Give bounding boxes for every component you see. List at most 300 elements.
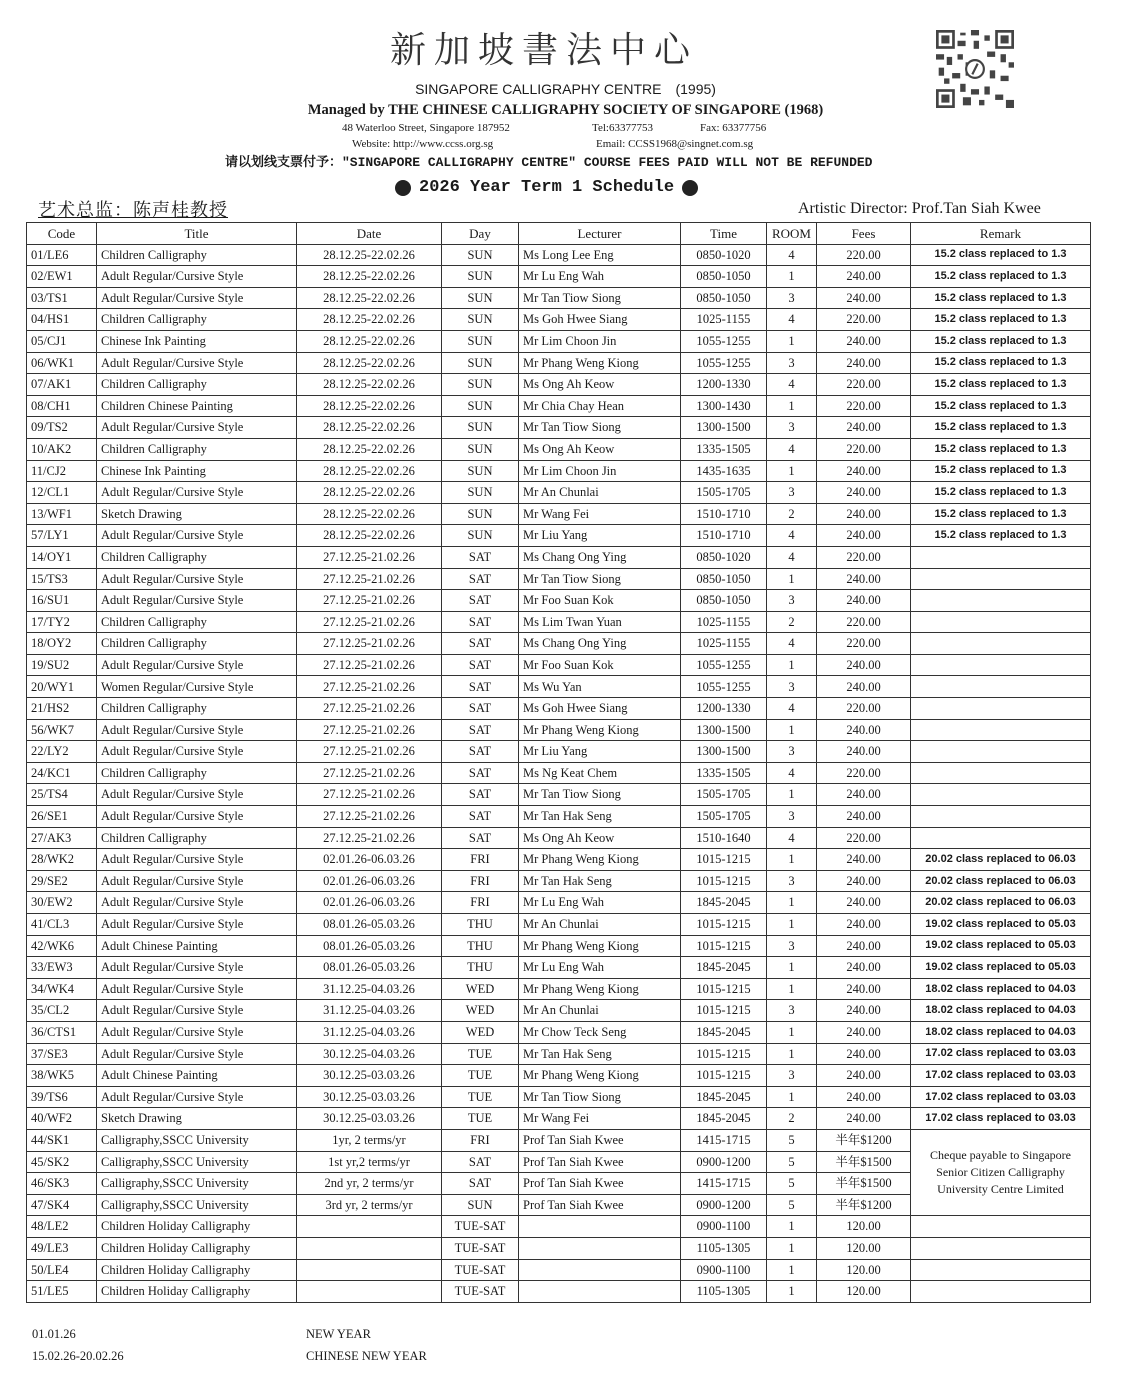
cell-lecturer: Ms Long Lee Eng [519, 244, 681, 266]
cell-remark [911, 1259, 1091, 1281]
cell-code: 25/TS4 [27, 784, 97, 806]
table-row [27, 417, 1091, 439]
cell-date: 08.01.26-05.03.26 [297, 914, 442, 936]
cell-date: 30.12.25-03.03.26 [297, 1086, 442, 1108]
cell-fees: 240.00 [817, 784, 911, 806]
cell-day: THU [442, 914, 519, 936]
cell-time: 1845-2045 [681, 1021, 767, 1043]
cell-code: 03/TS1 [27, 287, 97, 309]
cell-lecturer: Ms Wu Yan [519, 676, 681, 698]
schedule-title-text: 2026 Year Term 1 Schedule [419, 178, 675, 197]
cell-time: 1025-1155 [681, 611, 767, 633]
table-row [27, 957, 1091, 979]
cell-fees: 240.00 [817, 870, 911, 892]
table-row [27, 1259, 1091, 1281]
holiday-date: 15.02.26-20.02.26 [32, 1349, 124, 1363]
cell-room: 1 [767, 1281, 817, 1303]
cell-time: 1025-1155 [681, 633, 767, 655]
cell-title: Adult Chinese Painting [97, 935, 297, 957]
cell-lecturer: Ms Ong Ah Keow [519, 827, 681, 849]
holiday-date: 01.01.26 [32, 1327, 76, 1341]
cell-lecturer: Mr Lu Eng Wah [519, 892, 681, 914]
cell-day: WED [442, 978, 519, 1000]
cell-fees: 220.00 [817, 762, 911, 784]
cell-day: SAT [442, 762, 519, 784]
cell-day: TUE-SAT [442, 1216, 519, 1238]
cell-time: 1200-1330 [681, 698, 767, 720]
cell-title: Adult Regular/Cursive Style [97, 849, 297, 871]
managed-by: Managed by THE CHINESE CALLIGRAPHY SOCIETY OF SINGAPORE (1968) [307, 102, 824, 118]
cell-day: TUE [442, 1043, 519, 1065]
cell-fees: 120.00 [817, 1281, 911, 1303]
cell-room: 5 [767, 1151, 817, 1173]
cell-fees: 240.00 [817, 482, 911, 504]
cell-remark [911, 806, 1091, 828]
cell-code: 42/WK6 [27, 935, 97, 957]
cell-room: 5 [767, 1173, 817, 1195]
cell-remark: 15.2 class replaced to 1.3 [911, 525, 1091, 547]
cell-title: Children Calligraphy [97, 698, 297, 720]
col-title: Title [97, 223, 297, 245]
email-link[interactable]: Email: CCSS1968@singnet.com.sg [596, 138, 754, 150]
table-row [27, 978, 1091, 1000]
cell-code: 46/SK3 [27, 1173, 97, 1195]
cell-room: 3 [767, 417, 817, 439]
table-row [27, 287, 1091, 309]
cell-remark [911, 1216, 1091, 1238]
cell-day: TUE [442, 1086, 519, 1108]
table-row [27, 266, 1091, 288]
cell-code: 57/LY1 [27, 525, 97, 547]
cell-title: Children Calligraphy [97, 611, 297, 633]
cell-room: 4 [767, 525, 817, 547]
cell-title: Calligraphy,SSCC University [97, 1129, 297, 1151]
cell-date: 27.12.25-21.02.26 [297, 827, 442, 849]
cell-time: 0850-1050 [681, 590, 767, 612]
col-code: Code [27, 223, 97, 245]
cell-code: 49/LE3 [27, 1237, 97, 1259]
cell-code: 05/CJ1 [27, 330, 97, 352]
cell-code: 36/CTS1 [27, 1021, 97, 1043]
cell-title: Adult Regular/Cursive Style [97, 525, 297, 547]
cell-remark [911, 827, 1091, 849]
cell-fees: 120.00 [817, 1237, 911, 1259]
cell-time: 1505-1705 [681, 806, 767, 828]
cell-day: SUN [442, 460, 519, 482]
table-row [27, 330, 1091, 352]
table-row [27, 806, 1091, 828]
cell-title: Children Holiday Calligraphy [97, 1259, 297, 1281]
cell-date: 28.12.25-22.02.26 [297, 503, 442, 525]
cell-date: 27.12.25-21.02.26 [297, 546, 442, 568]
cell-time: 1505-1705 [681, 482, 767, 504]
cell-date: 30.12.25-03.03.26 [297, 1108, 442, 1130]
qr-code-icon[interactable] [932, 30, 1018, 108]
cell-lecturer: Mr Phang Weng Kiong [519, 978, 681, 1000]
cell-code: 07/AK1 [27, 374, 97, 396]
cell-code: 35/CL2 [27, 1000, 97, 1022]
cell-remark: 20.02 class replaced to 06.03 [911, 870, 1091, 892]
cell-day: SUN [442, 309, 519, 331]
cell-code: 41/CL3 [27, 914, 97, 936]
table-row [27, 460, 1091, 482]
cell-lecturer: Prof Tan Siah Kwee [519, 1129, 681, 1151]
cell-remark [911, 784, 1091, 806]
website-link[interactable]: Website: http://www.ccss.org.sg [352, 138, 494, 150]
cell-room: 1 [767, 892, 817, 914]
table-row [27, 395, 1091, 417]
cell-code: 44/SK1 [27, 1129, 97, 1151]
cell-code: 45/SK2 [27, 1151, 97, 1173]
cell-remark: 18.02 class replaced to 04.03 [911, 1000, 1091, 1022]
cell-date: 27.12.25-21.02.26 [297, 633, 442, 655]
cell-room: 1 [767, 1043, 817, 1065]
chinese-title: 新加坡書法中心 [390, 30, 699, 71]
cell-date: 28.12.25-22.02.26 [297, 244, 442, 266]
col-time: Time [681, 223, 767, 245]
cell-code: 21/HS2 [27, 698, 97, 720]
cell-fees: 240.00 [817, 1108, 911, 1130]
cell-lecturer: Ms Chang Ong Ying [519, 633, 681, 655]
cell-lecturer: Mr Phang Weng Kiong [519, 352, 681, 374]
table-row [27, 1021, 1091, 1043]
cell-lecturer: Mr An Chunlai [519, 914, 681, 936]
cell-title: Children Calligraphy [97, 762, 297, 784]
cell-code: 48/LE2 [27, 1216, 97, 1238]
cell-remark [911, 698, 1091, 720]
cell-date: 27.12.25-21.02.26 [297, 741, 442, 763]
table-row [27, 1129, 1091, 1151]
director-chinese: 艺术总监：陈声桂教授 [38, 200, 228, 221]
schedule-table [26, 222, 1091, 1303]
cell-room: 4 [767, 762, 817, 784]
cell-fees: 240.00 [817, 460, 911, 482]
cell-room: 1 [767, 1216, 817, 1238]
cell-room: 1 [767, 330, 817, 352]
cell-lecturer [519, 1259, 681, 1281]
cell-lecturer: Mr Foo Suan Kok [519, 590, 681, 612]
cell-title: Adult Regular/Cursive Style [97, 806, 297, 828]
cell-room: 1 [767, 568, 817, 590]
cell-fees: 240.00 [817, 957, 911, 979]
cell-room: 1 [767, 719, 817, 741]
cell-title: Calligraphy,SSCC University [97, 1151, 297, 1173]
cell-lecturer: Ms Chang Ong Ying [519, 546, 681, 568]
cell-time: 1300-1500 [681, 417, 767, 439]
table-row [27, 590, 1091, 612]
cell-fees: 240.00 [817, 1000, 911, 1022]
cell-remark: 15.2 class replaced to 1.3 [911, 244, 1091, 266]
table-row [27, 892, 1091, 914]
cell-remark [911, 719, 1091, 741]
cell-date: 28.12.25-22.02.26 [297, 330, 442, 352]
cell-remark [911, 654, 1091, 676]
table-row [27, 309, 1091, 331]
cell-time: 1015-1215 [681, 849, 767, 871]
cell-remark: 15.2 class replaced to 1.3 [911, 374, 1091, 396]
cell-day: SAT [442, 633, 519, 655]
cell-code: 17/TY2 [27, 611, 97, 633]
cell-time: 1845-2045 [681, 1086, 767, 1108]
cell-day: THU [442, 935, 519, 957]
cell-title: Chinese Ink Painting [97, 460, 297, 482]
cell-room: 1 [767, 266, 817, 288]
cell-room: 2 [767, 611, 817, 633]
cell-remark: 17.02 class replaced to 03.03 [911, 1108, 1091, 1130]
cell-room: 1 [767, 1237, 817, 1259]
cell-fees: 240.00 [817, 1065, 911, 1087]
cell-date: 27.12.25-21.02.26 [297, 784, 442, 806]
cell-title: Adult Regular/Cursive Style [97, 870, 297, 892]
cell-day: WED [442, 1021, 519, 1043]
cell-remark [911, 633, 1091, 655]
cell-code: 01/LE6 [27, 244, 97, 266]
cell-code: 40/WF2 [27, 1108, 97, 1130]
cell-day: FRI [442, 849, 519, 871]
table-row [27, 1000, 1091, 1022]
cell-date [297, 1237, 442, 1259]
cell-fees: 240.00 [817, 1043, 911, 1065]
cell-fees: 220.00 [817, 827, 911, 849]
cell-fees: 半年$1200 [817, 1129, 911, 1151]
cell-title: Adult Regular/Cursive Style [97, 266, 297, 288]
cell-time: 1200-1330 [681, 374, 767, 396]
cell-code: 11/CJ2 [27, 460, 97, 482]
cell-date: 30.12.25-03.03.26 [297, 1065, 442, 1087]
cell-room: 5 [767, 1129, 817, 1151]
cell-fees: 半年$1500 [817, 1173, 911, 1195]
cell-date: 28.12.25-22.02.26 [297, 395, 442, 417]
cell-day: SAT [442, 806, 519, 828]
cell-code: 39/TS6 [27, 1086, 97, 1108]
cell-room: 1 [767, 978, 817, 1000]
cell-code: 06/WK1 [27, 352, 97, 374]
table-row [27, 741, 1091, 763]
cell-time: 1015-1215 [681, 870, 767, 892]
table-row [27, 914, 1091, 936]
cell-day: SAT [442, 1173, 519, 1195]
cell-time: 1845-2045 [681, 892, 767, 914]
cell-room: 3 [767, 287, 817, 309]
table-row [27, 784, 1091, 806]
cell-date: 08.01.26-05.03.26 [297, 957, 442, 979]
cell-room: 1 [767, 1086, 817, 1108]
cell-date: 28.12.25-22.02.26 [297, 525, 442, 547]
cell-room: 4 [767, 633, 817, 655]
cell-time: 1105-1305 [681, 1281, 767, 1303]
cell-day: SUN [442, 395, 519, 417]
cell-date [297, 1281, 442, 1303]
cell-code: 10/AK2 [27, 438, 97, 460]
cell-room: 1 [767, 1259, 817, 1281]
cell-lecturer: Mr Tan Tiow Siong [519, 568, 681, 590]
cell-fees: 240.00 [817, 266, 911, 288]
cell-remark: 15.2 class replaced to 1.3 [911, 417, 1091, 439]
cell-time: 1015-1215 [681, 914, 767, 936]
cell-lecturer [519, 1281, 681, 1303]
table-row [27, 719, 1091, 741]
cell-code: 13/WF1 [27, 503, 97, 525]
table-row [27, 438, 1091, 460]
table-row [27, 352, 1091, 374]
cell-date: 28.12.25-22.02.26 [297, 417, 442, 439]
cell-room: 1 [767, 460, 817, 482]
cell-lecturer: Mr Wang Fei [519, 503, 681, 525]
cell-code: 02/EW1 [27, 266, 97, 288]
cell-day: SUN [442, 374, 519, 396]
cell-room: 1 [767, 654, 817, 676]
cell-fees: 240.00 [817, 1021, 911, 1043]
cell-day: SAT [442, 719, 519, 741]
cell-date [297, 1259, 442, 1281]
cell-date: 27.12.25-21.02.26 [297, 568, 442, 590]
cell-day: SUN [442, 482, 519, 504]
cell-remark: 15.2 class replaced to 1.3 [911, 395, 1091, 417]
cell-day: SUN [442, 1194, 519, 1216]
cell-time: 1510-1640 [681, 827, 767, 849]
cell-title: Children Holiday Calligraphy [97, 1237, 297, 1259]
cell-code: 09/TS2 [27, 417, 97, 439]
cell-day: FRI [442, 892, 519, 914]
cell-day: SAT [442, 546, 519, 568]
cell-lecturer: Mr Chia Chay Hean [519, 395, 681, 417]
cell-title: Sketch Drawing [97, 1108, 297, 1130]
cell-fees: 240.00 [817, 417, 911, 439]
cell-time: 1415-1715 [681, 1173, 767, 1195]
cell-date: 27.12.25-21.02.26 [297, 698, 442, 720]
cell-lecturer: Mr An Chunlai [519, 482, 681, 504]
cell-remark: 20.02 class replaced to 06.03 [911, 849, 1091, 871]
address: 48 Waterloo Street, Singapore 187952 [342, 122, 510, 134]
cell-room: 4 [767, 438, 817, 460]
cell-day: SUN [442, 352, 519, 374]
holiday-name: CHINESE NEW YEAR [306, 1349, 427, 1363]
cell-room: 3 [767, 482, 817, 504]
cell-lecturer: Mr Liu Yang [519, 741, 681, 763]
cell-fees: 240.00 [817, 676, 911, 698]
cell-day: SAT [442, 590, 519, 612]
cell-code: 50/LE4 [27, 1259, 97, 1281]
cell-remark: 15.2 class replaced to 1.3 [911, 309, 1091, 331]
cell-title: Adult Regular/Cursive Style [97, 568, 297, 590]
table-row [27, 698, 1091, 720]
cell-day: TUE [442, 1065, 519, 1087]
cell-lecturer: Mr Tan Tiow Siong [519, 784, 681, 806]
cell-fees: 240.00 [817, 978, 911, 1000]
cell-day: TUE-SAT [442, 1281, 519, 1303]
cell-lecturer: Ms Goh Hwee Siang [519, 309, 681, 331]
cell-day: THU [442, 957, 519, 979]
cell-time: 0850-1050 [681, 266, 767, 288]
cell-code: 33/EW3 [27, 957, 97, 979]
cell-room: 3 [767, 806, 817, 828]
cell-room: 3 [767, 741, 817, 763]
cell-fees: 240.00 [817, 741, 911, 763]
cell-date: 28.12.25-22.02.26 [297, 287, 442, 309]
cell-lecturer: Mr Phang Weng Kiong [519, 719, 681, 741]
table-row [27, 244, 1091, 266]
cell-code: 04/HS1 [27, 309, 97, 331]
cell-code: 27/AK3 [27, 827, 97, 849]
cell-title: Adult Regular/Cursive Style [97, 957, 297, 979]
cell-lecturer: Ms Ong Ah Keow [519, 374, 681, 396]
cell-fees: 120.00 [817, 1259, 911, 1281]
table-row [27, 482, 1091, 504]
cell-day: SAT [442, 611, 519, 633]
cell-lecturer: Mr An Chunlai [519, 1000, 681, 1022]
cell-date: 28.12.25-22.02.26 [297, 309, 442, 331]
cell-remark [911, 611, 1091, 633]
cell-day: SAT [442, 698, 519, 720]
cell-date: 28.12.25-22.02.26 [297, 374, 442, 396]
table-row [27, 676, 1091, 698]
cell-code: 37/SE3 [27, 1043, 97, 1065]
cell-fees: 220.00 [817, 698, 911, 720]
cell-title: Adult Regular/Cursive Style [97, 741, 297, 763]
cell-time: 1435-1635 [681, 460, 767, 482]
cell-time: 1335-1505 [681, 762, 767, 784]
cell-remark: 17.02 class replaced to 03.03 [911, 1043, 1091, 1065]
cell-day: SAT [442, 568, 519, 590]
cell-title: Adult Regular/Cursive Style [97, 590, 297, 612]
cell-date: 08.01.26-05.03.26 [297, 935, 442, 957]
cell-lecturer: Ms Ng Keat Chem [519, 762, 681, 784]
cell-lecturer: Mr Tan Tiow Siong [519, 287, 681, 309]
cell-fees: 240.00 [817, 525, 911, 547]
cell-room: 1 [767, 784, 817, 806]
cell-code: 56/WK7 [27, 719, 97, 741]
cell-time: 1335-1505 [681, 438, 767, 460]
cell-remark [911, 1281, 1091, 1303]
table-row [27, 849, 1091, 871]
cell-remark: 20.02 class replaced to 06.03 [911, 892, 1091, 914]
cell-code: 51/LE5 [27, 1281, 97, 1303]
cell-title: Adult Regular/Cursive Style [97, 784, 297, 806]
cell-day: SUN [442, 266, 519, 288]
cell-code: 19/SU2 [27, 654, 97, 676]
cell-remark: 19.02 class replaced to 05.03 [911, 957, 1091, 979]
cell-title: Children Calligraphy [97, 633, 297, 655]
cell-title: Adult Regular/Cursive Style [97, 352, 297, 374]
cell-time: 1845-2045 [681, 1108, 767, 1130]
cell-date: 27.12.25-21.02.26 [297, 719, 442, 741]
cell-day: SUN [442, 438, 519, 460]
cell-lecturer: Mr Tan Hak Seng [519, 870, 681, 892]
cell-fees: 240.00 [817, 719, 911, 741]
cell-date: 28.12.25-22.02.26 [297, 460, 442, 482]
cell-room: 3 [767, 590, 817, 612]
cell-time: 0900-1100 [681, 1216, 767, 1238]
cell-fees: 220.00 [817, 633, 911, 655]
cell-code: 29/SE2 [27, 870, 97, 892]
cell-room: 3 [767, 1065, 817, 1087]
cell-title: Children Holiday Calligraphy [97, 1281, 297, 1303]
cell-date: 28.12.25-22.02.26 [297, 266, 442, 288]
cell-fees: 240.00 [817, 503, 911, 525]
cell-time: 1015-1215 [681, 1000, 767, 1022]
cell-day: SUN [442, 417, 519, 439]
table-row [27, 1108, 1091, 1130]
cell-room: 1 [767, 1021, 817, 1043]
founded-year: (1995) [675, 81, 716, 97]
cell-title: Children Calligraphy [97, 827, 297, 849]
cell-remark: 15.2 class replaced to 1.3 [911, 287, 1091, 309]
cell-title: Calligraphy,SSCC University [97, 1173, 297, 1195]
table-row [27, 1237, 1091, 1259]
cell-fees: 220.00 [817, 374, 911, 396]
cell-time: 0850-1050 [681, 568, 767, 590]
cell-room: 3 [767, 935, 817, 957]
